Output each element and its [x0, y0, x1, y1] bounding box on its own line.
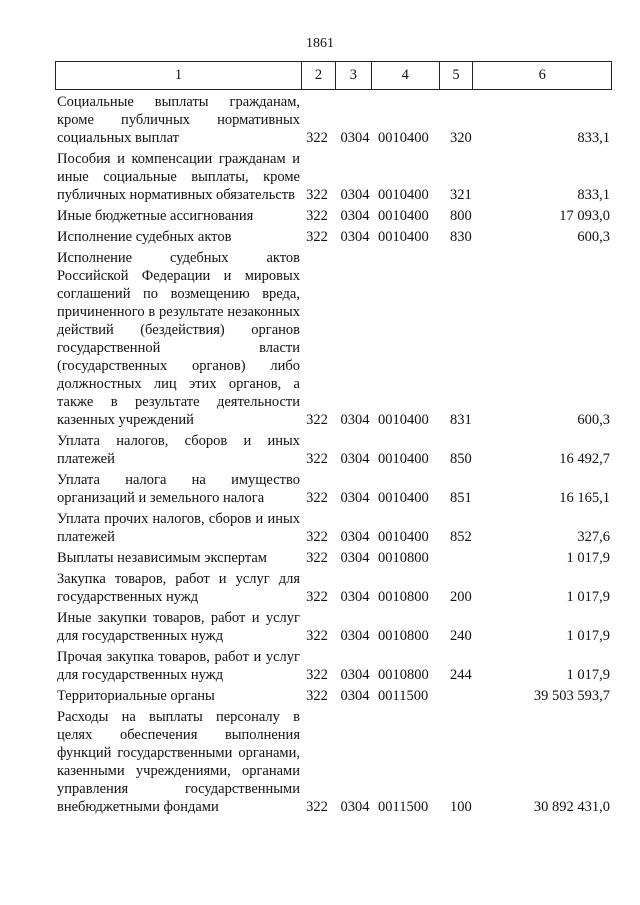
row-amount: 833,1 [577, 130, 610, 146]
row-target: 0010400 [378, 208, 429, 224]
row-section: 0304 [340, 412, 370, 428]
row-target: 0010800 [378, 589, 429, 605]
row-target: 0010400 [378, 451, 429, 467]
table-header [55, 61, 612, 90]
row-description: Социальные выплаты гражданам, кроме публичных нормативных социальных выплат [57, 94, 300, 146]
table-row [57, 510, 610, 546]
page-number: 1861 [306, 36, 334, 51]
row-description: Исполнение судебных актов [57, 229, 232, 245]
row-amount: 1 017,9 [566, 667, 610, 683]
row-amount: 39 503 593,7 [533, 688, 610, 704]
column-header-type: 5 [440, 62, 474, 89]
row-section: 0304 [340, 628, 370, 644]
column-header-section: 3 [336, 62, 372, 89]
row-target: 0010800 [378, 667, 429, 683]
row-section: 0304 [340, 490, 370, 506]
row-type: 244 [450, 667, 472, 683]
row-description: Исполнение судебных актов Российской Федерации и мировых соглашений по возмещению вреда, причиненного в результате незаконных действий (бездействия) органов государственной власти (государственных органов) либо должностных лиц этих органов, а также в результате деятельности казенных учреждений [57, 250, 300, 428]
row-description: Уплата налога на имущество организаций и земельного налога [57, 472, 300, 506]
table-row [57, 549, 610, 567]
row-code: 322 [306, 628, 328, 644]
column-header-code: 2 [302, 62, 336, 89]
row-description: Уплата налогов, сборов и иных платежей [57, 433, 300, 467]
column-header-target: 4 [372, 62, 440, 89]
row-target: 0010400 [378, 490, 429, 506]
row-description: Территориальные органы [57, 688, 215, 704]
row-amount: 17 093,0 [559, 208, 610, 224]
row-section: 0304 [340, 688, 370, 704]
table-row [57, 471, 610, 507]
table-row [57, 708, 610, 816]
table-row [57, 687, 610, 705]
row-section: 0304 [340, 550, 370, 566]
row-target: 0010400 [378, 130, 429, 146]
row-amount: 833,1 [577, 187, 610, 203]
row-amount: 16 492,7 [559, 451, 610, 467]
row-code: 322 [306, 529, 328, 545]
table-row [57, 93, 610, 147]
row-type: 831 [450, 412, 472, 428]
row-type: 852 [450, 529, 472, 545]
row-code: 322 [306, 550, 328, 566]
row-code: 322 [306, 490, 328, 506]
row-code: 322 [306, 667, 328, 683]
row-section: 0304 [340, 589, 370, 605]
row-amount: 30 892 431,0 [533, 799, 610, 815]
row-target: 0010800 [378, 550, 429, 566]
row-section: 0304 [340, 229, 370, 245]
table-row [57, 207, 610, 225]
table-row [57, 432, 610, 468]
row-amount: 1 017,9 [566, 550, 610, 566]
row-type: 830 [450, 229, 472, 245]
row-section: 0304 [340, 208, 370, 224]
table-row [57, 249, 610, 429]
row-description: Иные бюджетные ассигнования [57, 208, 254, 224]
row-description: Закупка товаров, работ и услуг для государственных нужд [57, 571, 300, 605]
row-code: 322 [306, 130, 328, 146]
row-section: 0304 [340, 667, 370, 683]
column-header-description: 1 [56, 62, 302, 89]
row-type: 850 [450, 451, 472, 467]
row-code: 322 [306, 451, 328, 467]
row-code: 322 [306, 229, 328, 245]
row-type: 321 [450, 187, 472, 203]
row-target: 0011500 [378, 799, 429, 815]
row-amount: 1 017,9 [566, 589, 610, 605]
row-section: 0304 [340, 187, 370, 203]
row-amount: 1 017,9 [566, 628, 610, 644]
row-description: Уплата прочих налогов, сборов и иных платежей [57, 511, 300, 545]
table-body [57, 90, 610, 816]
row-target: 0011500 [378, 688, 429, 704]
row-code: 322 [306, 208, 328, 224]
row-amount: 16 165,1 [559, 490, 610, 506]
row-section: 0304 [340, 130, 370, 146]
row-code: 322 [306, 688, 328, 704]
row-section: 0304 [340, 451, 370, 467]
row-type: 240 [450, 628, 472, 644]
row-target: 0010400 [378, 229, 429, 245]
row-description: Иные закупки товаров, работ и услуг для государственных нужд [57, 610, 300, 644]
row-code: 322 [306, 799, 328, 815]
row-section: 0304 [340, 799, 370, 815]
row-amount: 600,3 [577, 229, 610, 245]
row-description: Выплаты независимым экспертам [57, 550, 267, 566]
table-row [57, 648, 610, 684]
table-row [57, 570, 610, 606]
row-type: 851 [450, 490, 472, 506]
row-target: 0010800 [378, 628, 429, 644]
row-description: Пособия и компенсации гражданам и иные социальные выплаты, кроме публичных нормативных обязательств [57, 151, 300, 203]
row-target: 0010400 [378, 529, 429, 545]
row-target: 0010400 [378, 412, 429, 428]
row-type: 800 [450, 208, 472, 224]
column-header-amount: 6 [538, 67, 546, 83]
row-type: 100 [450, 799, 472, 815]
row-code: 322 [306, 412, 328, 428]
row-amount: 600,3 [577, 412, 610, 428]
table-row [57, 609, 610, 645]
row-code: 322 [306, 187, 328, 203]
row-description: Прочая закупка товаров, работ и услуг для государственных нужд [57, 649, 300, 683]
table-row [57, 150, 610, 204]
row-code: 322 [306, 589, 328, 605]
row-type: 320 [450, 130, 472, 146]
row-type: 200 [450, 589, 472, 605]
row-target: 0010400 [378, 187, 429, 203]
row-section: 0304 [340, 529, 370, 545]
row-amount: 327,6 [577, 529, 610, 545]
table-row [57, 228, 610, 246]
row-description: Расходы на выплаты персоналу в целях обеспечения выполнения функций государственными органами, казенными учреждениями, органами управления государственными внебюджетными фондами [57, 709, 300, 815]
